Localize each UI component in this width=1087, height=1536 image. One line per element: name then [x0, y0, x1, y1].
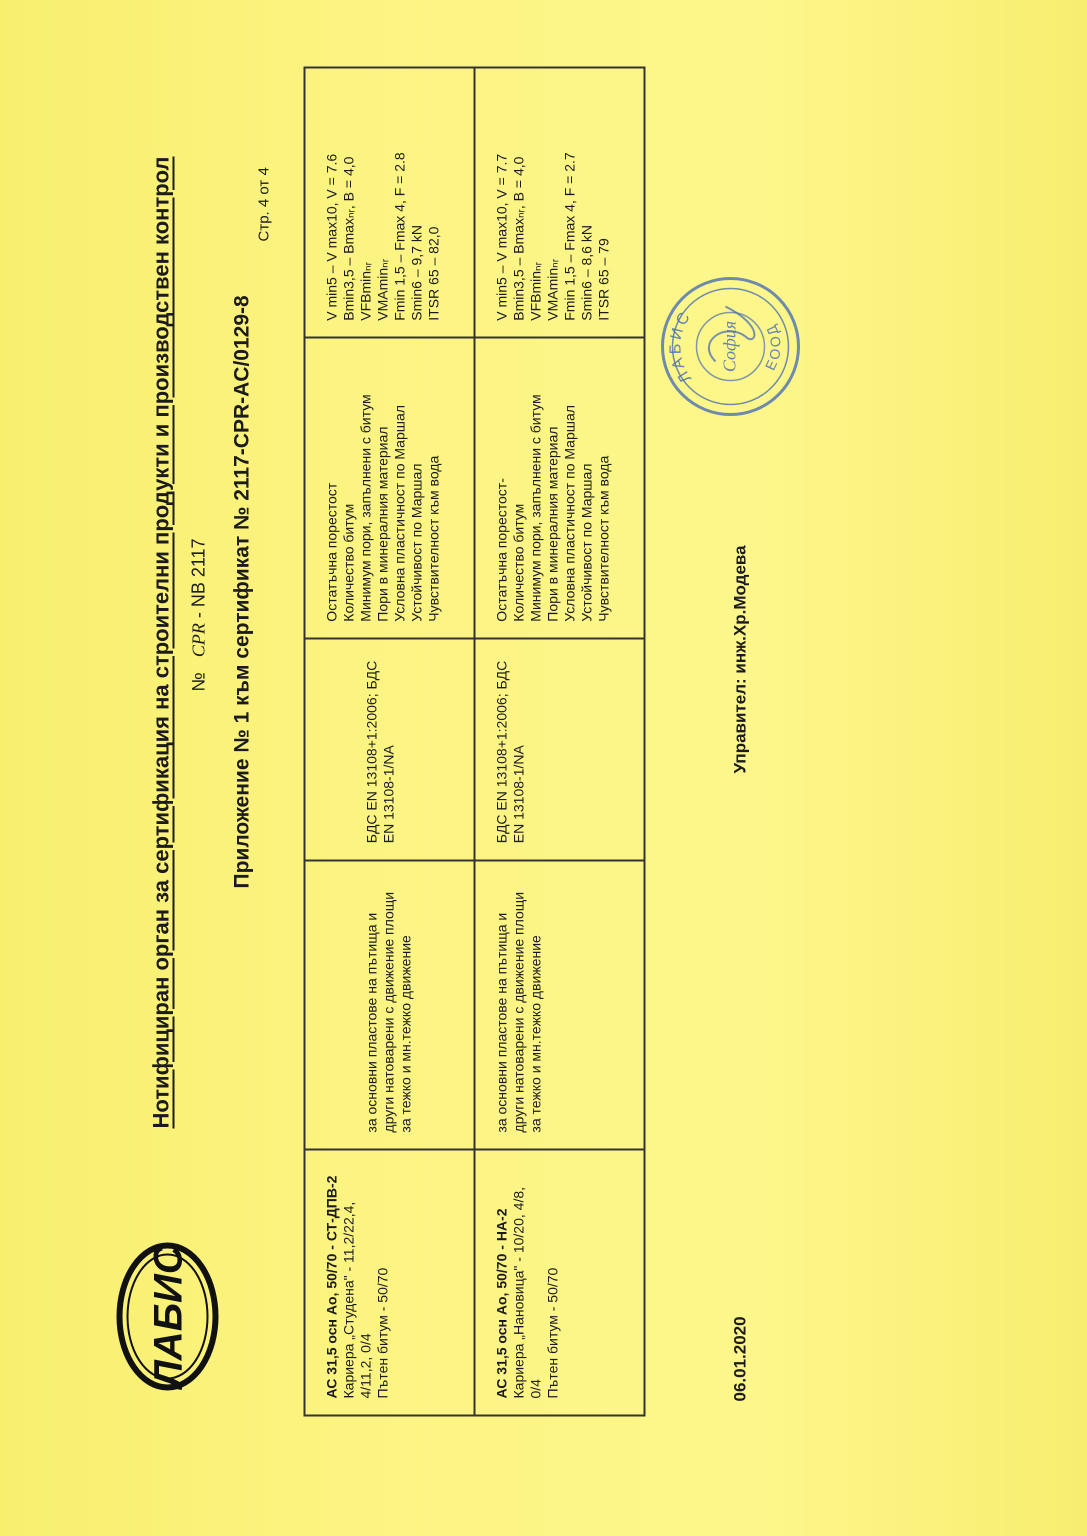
issue-date: 06.01.2020	[730, 1315, 749, 1401]
seal-bottom-text: ЕООД	[761, 319, 784, 373]
values-cell	[474, 67, 644, 337]
intended-use: за основни пластове на пътища и други натоварени с движение площи за тежко и мн.тежко движение	[493, 891, 543, 1133]
standard: БДС EN 13108+1:2006; БДС EN 13108-1/NA	[493, 660, 526, 843]
value: Smin6 – 8,6 kN	[578, 224, 594, 321]
product-name: АС 31,5 осн Ао, 50/70 - НА-2	[493, 1208, 509, 1398]
property: Условна пластичност по Маршал	[391, 404, 407, 622]
value: ITSR 65 – 79	[595, 237, 611, 321]
property: Пори в минералния материал	[544, 426, 560, 622]
values-cell	[304, 67, 474, 337]
property: Устойчивост по Маршал	[408, 463, 424, 622]
value: V min5 – V max10, V = 7.6	[323, 153, 339, 321]
company-seal	[655, 271, 805, 421]
property: Количество битум	[340, 503, 356, 622]
value: Fmin 1,5 – Fmax 4, F = 2.7	[561, 151, 577, 321]
value: Bmin3,5 – Bmaxₙᵣ, B = 4,0	[510, 156, 526, 321]
value: Fmin 1,5 – Fmax 4, F = 2.8	[391, 151, 407, 321]
product-quarry: Кариера „Нановица" - 10/20, 4/8, 0/4	[510, 1186, 543, 1398]
standard-cell	[304, 638, 474, 860]
product-bitumen: Пътен битум - 50/70	[374, 1267, 390, 1398]
property: Минимум пори, запълнени с битум	[527, 393, 543, 622]
product-name: АС 31,5 осн Ао, 50/70 - СТ-ДПВ-2	[323, 1175, 339, 1398]
nb-code: CPR	[188, 622, 208, 657]
value: VMAminₙᵣ	[374, 258, 390, 321]
intended-use: за основни пластове на пътища и други натоварени с движение площи за тежко и мн.тежко движение	[363, 891, 413, 1133]
product-quarry: Кариера „Студена" - 11,2/22,4, 4/11,2, 0/4	[340, 1201, 373, 1398]
intended-use-cell	[304, 860, 474, 1149]
product-bitumen: Пътен битум - 50/70	[544, 1267, 560, 1398]
product-cell	[474, 1149, 644, 1415]
standard: БДС EN 13108+1:2006; БДС EN 13108-1/NA	[363, 660, 396, 843]
property: Устойчивост по Маршал	[578, 463, 594, 622]
seal-middle-text: София	[719, 320, 739, 372]
intended-use-cell	[474, 860, 644, 1149]
nb-prefix: №	[188, 671, 208, 691]
property: Остатъчна порестост	[323, 482, 339, 622]
property: Чувствителност към вода	[425, 455, 441, 622]
nb-number	[188, 391, 209, 691]
properties-cell	[474, 337, 644, 638]
manager-signature-line: Управител: инж.Хр.Модева	[730, 544, 749, 773]
labis-logo	[115, 1241, 219, 1391]
value: ITSR 65 – 82,0	[425, 226, 441, 321]
property: Минимум пори, запълнени с битум	[357, 393, 373, 622]
value: VFBminₙᵣ	[527, 261, 543, 321]
value: Smin6 – 9,7 kN	[408, 224, 424, 321]
logo-text: ЛАБИС	[146, 1244, 190, 1388]
properties-cell	[304, 337, 474, 638]
property: Пори в минералния материал	[374, 426, 390, 622]
seal-stamp-icon	[655, 271, 805, 421]
property: Количество битум	[510, 503, 526, 622]
value: VFBminₙᵣ	[357, 261, 373, 321]
property: Остатъчна порестост-	[493, 477, 509, 622]
certificate-table	[303, 66, 645, 1416]
value: Bmin3,5 – Bmaxₙᵣ, B = 4,0	[340, 156, 356, 321]
value: V min5 – V max10, V = 7.7	[493, 153, 509, 321]
notified-body-title: Нотифициран орган за сертификация на строителни продукти и производствен контрол	[148, 155, 173, 1128]
labis-logo-icon	[115, 1241, 219, 1391]
standard-cell	[474, 638, 644, 860]
property: Чувствителност към вода	[595, 455, 611, 622]
svg-text:ЛАБИС	[667, 307, 695, 386]
property: Условна пластичност по Маршал	[561, 404, 577, 622]
value: VMAminₙᵣ	[544, 258, 560, 321]
table-row	[474, 67, 644, 1415]
annex-title: Приложение № 1 към сертификат № 2117-CPR-AC/0129-8	[230, 294, 253, 888]
product-cell	[304, 1149, 474, 1415]
page-number: Стр. 4 от 4	[255, 166, 272, 241]
seal-top-text: ЛАБИС	[666, 306, 695, 386]
nb-number-value: - NB 2117	[188, 537, 208, 618]
table-row	[304, 67, 474, 1415]
